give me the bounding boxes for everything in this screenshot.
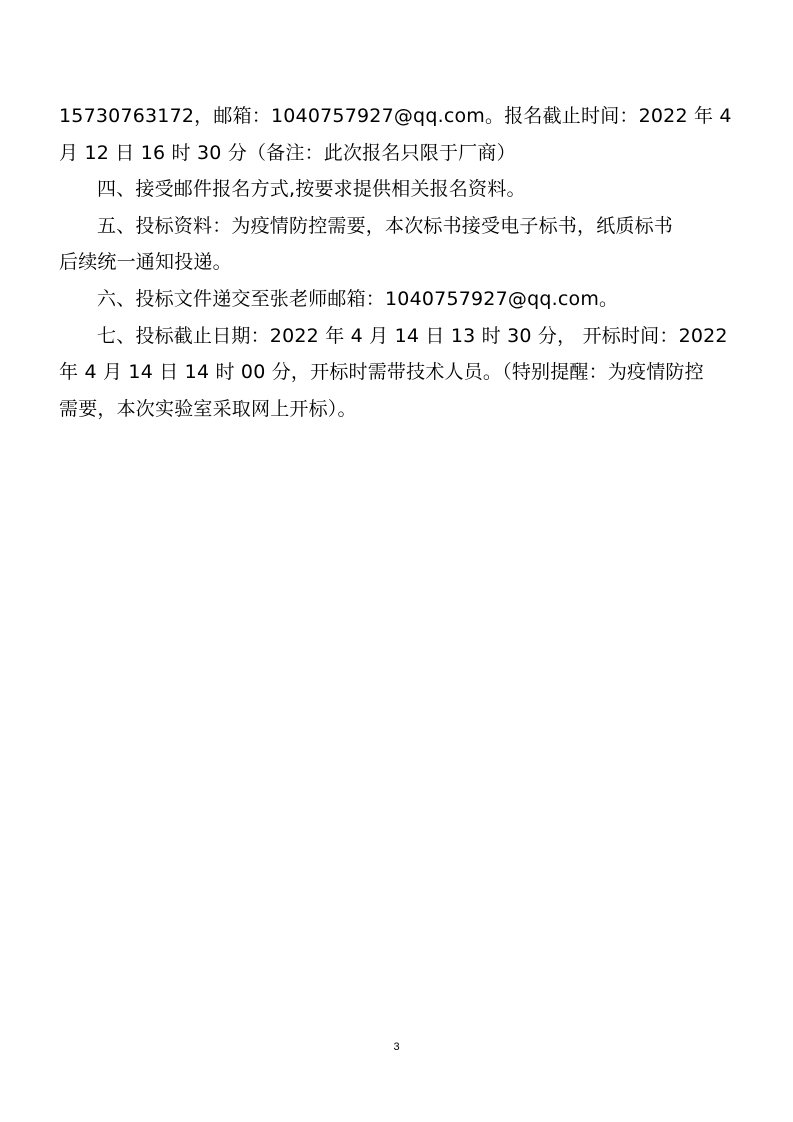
- document-body: [59, 98, 739, 427]
- text-line-section-5-continued: 后续统一通知投递。: [59, 251, 232, 274]
- text-line-registration-deadline: 月 12 日 16 时 30 分（备注：此次报名只限于厂商）: [59, 141, 516, 164]
- text-line-section-5: 五、投标资料：为疫情防控需要，本次标书接受电子标书，纸质标书: [97, 214, 674, 237]
- text-line-section-4: 四、接受邮件报名方式,按要求提供相关报名资料。: [97, 178, 526, 201]
- text-line-contact: 15730763172，邮箱：1040757927@qq.com。报名截止时间：2022 年 4: [59, 105, 732, 127]
- text-line-section-7-end: 需要，本次实验室采取网上开标）。: [59, 397, 357, 420]
- text-line-section-7-continued: 年 4 月 14 日 14 时 00 分，开标时需带技术人员。（特别提醒：为疫情防控: [59, 361, 704, 384]
- text-line-section-7: 七、投标截止日期：2022 年 4 月 14 日 13 时 30 分， 开标时间：2022: [97, 324, 728, 347]
- text-line-section-6: 六、投标文件递交至张老师邮箱：1040757927@qq.com。: [97, 287, 619, 310]
- page-number: 3: [393, 1041, 400, 1053]
